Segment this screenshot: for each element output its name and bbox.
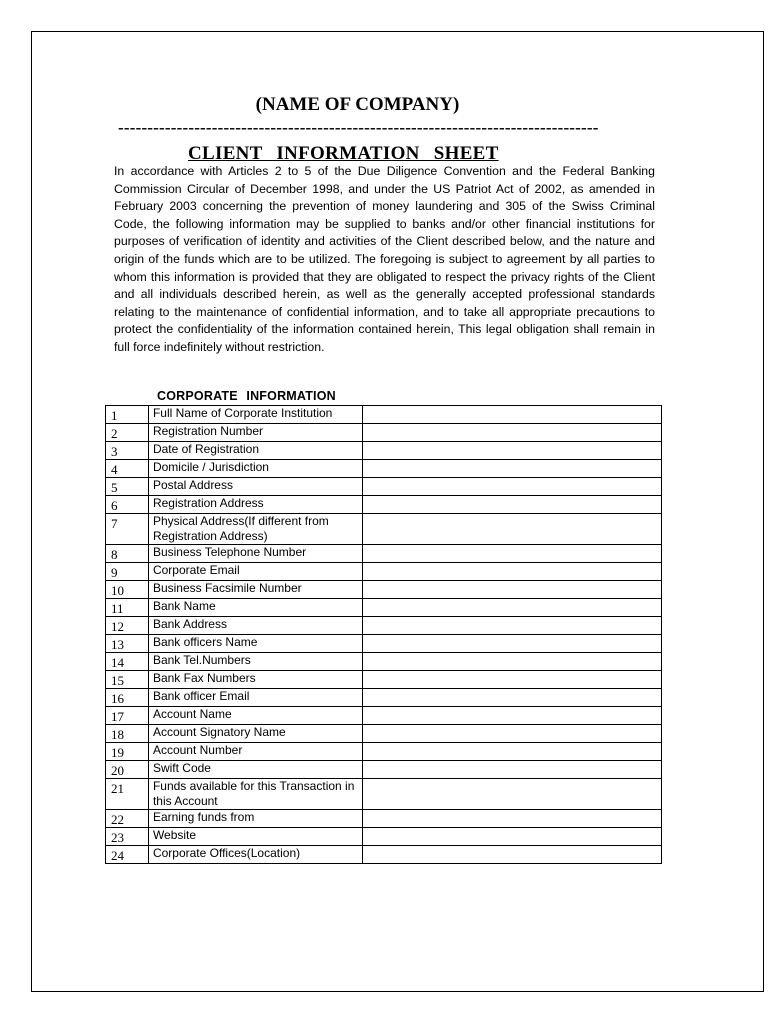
table-row (106, 653, 662, 671)
table-row (106, 563, 662, 581)
table-row (106, 810, 662, 828)
table-row (106, 545, 662, 563)
field-value-cell[interactable] (362, 514, 661, 545)
corporate-information-heading: CORPORATE INFORMATION (157, 389, 336, 403)
field-value-cell[interactable] (362, 478, 661, 496)
row-number: 8 (106, 545, 149, 563)
field-label: Corporate Email (148, 563, 362, 581)
field-label: Bank Address (148, 617, 362, 635)
field-value-cell[interactable] (362, 810, 661, 828)
table-row (106, 424, 662, 442)
row-number: 12 (106, 617, 149, 635)
field-label: Bank Fax Numbers (148, 671, 362, 689)
row-number: 13 (106, 635, 149, 653)
field-value-cell[interactable] (362, 846, 661, 864)
table-row (106, 635, 662, 653)
table-row (106, 617, 662, 635)
field-label: Date of Registration (148, 442, 362, 460)
field-value-cell[interactable] (362, 725, 661, 743)
row-number: 1 (106, 406, 149, 424)
row-number: 4 (106, 460, 149, 478)
row-number: 24 (106, 846, 149, 864)
row-number: 19 (106, 743, 149, 761)
field-value-cell[interactable] (362, 406, 661, 424)
row-number: 17 (106, 707, 149, 725)
row-number: 3 (106, 442, 149, 460)
field-value-cell[interactable] (362, 653, 661, 671)
company-name-heading: (NAME OF COMPANY) (255, 94, 460, 115)
table-row (106, 599, 662, 617)
field-label: Business Telephone Number (148, 545, 362, 563)
field-value-cell[interactable] (362, 635, 661, 653)
corporate-information-table (105, 405, 662, 864)
field-value-cell[interactable] (362, 779, 661, 810)
table-row (106, 689, 662, 707)
field-value-cell[interactable] (362, 828, 661, 846)
field-value-cell[interactable] (362, 617, 661, 635)
field-value-cell[interactable] (362, 743, 661, 761)
table-row (106, 514, 662, 545)
field-label: Bank officers Name (148, 635, 362, 653)
field-value-cell[interactable] (362, 671, 661, 689)
table-row (106, 442, 662, 460)
field-label: Account Signatory Name (148, 725, 362, 743)
table-row (106, 496, 662, 514)
row-number: 11 (106, 599, 149, 617)
field-value-cell[interactable] (362, 424, 661, 442)
table-row (106, 743, 662, 761)
row-number: 6 (106, 496, 149, 514)
table-row (106, 478, 662, 496)
field-label: Account Number (148, 743, 362, 761)
table-row (106, 671, 662, 689)
table-body (106, 406, 662, 864)
table-row (106, 846, 662, 864)
field-value-cell[interactable] (362, 599, 661, 617)
row-number: 14 (106, 653, 149, 671)
row-number: 7 (106, 514, 149, 545)
table-row (106, 828, 662, 846)
field-label: Corporate Offices(Location) (148, 846, 362, 864)
table-row (106, 707, 662, 725)
table-row (106, 779, 662, 810)
field-value-cell[interactable] (362, 442, 661, 460)
field-label: Postal Address (148, 478, 362, 496)
row-number: 5 (106, 478, 149, 496)
table-row (106, 725, 662, 743)
table-row (106, 581, 662, 599)
field-label: Registration Address (148, 496, 362, 514)
field-label: Domicile / Jurisdiction (148, 460, 362, 478)
row-number: 18 (106, 725, 149, 743)
table-row (106, 406, 662, 424)
field-label: Account Name (148, 707, 362, 725)
field-value-cell[interactable] (362, 563, 661, 581)
field-value-cell[interactable] (362, 761, 661, 779)
field-value-cell[interactable] (362, 707, 661, 725)
row-number: 23 (106, 828, 149, 846)
intro-paragraph: In accordance with Articles 2 to 5 of the Due Diligence Convention and the Federal Banking Commission Circular of December 1998, and under the US Patriot Act of 2002, as amended in February 2003 concerning the prevention of money laundering and 305 of the Swiss Criminal Code, the following information may be supplied to banks and/or other financial institutions for purposes of verification of identity and activities of the Client described below, and the nature and origin of the funds which are to be utilized. The foregoing is subject to agreement by all parties to whom this information is provided that they are obligated to respect the privacy rights of the Client and all individuals described herein, as well as the generally accepted professional standards relating to the maintenance of confidential information, and to take all appropriate precautions to protect the confidentiality of the information contained herein, This legal obligation shall remain in full force indefinitely without restriction. (114, 164, 655, 354)
row-number: 16 (106, 689, 149, 707)
field-label: Funds available for this Transaction in this Account (148, 779, 362, 810)
field-label: Bank Name (148, 599, 362, 617)
field-label: Swift Code (148, 761, 362, 779)
row-number: 21 (106, 779, 149, 810)
row-number: 22 (106, 810, 149, 828)
field-label: Full Name of Corporate Institution (148, 406, 362, 424)
field-label: Registration Number (148, 424, 362, 442)
field-label: Physical Address(If different from Registration Address) (148, 514, 362, 545)
field-label: Bank Tel.Numbers (148, 653, 362, 671)
field-value-cell[interactable] (362, 689, 661, 707)
field-label: Bank officer Email (148, 689, 362, 707)
field-value-cell[interactable] (362, 496, 661, 514)
field-value-cell[interactable] (362, 460, 661, 478)
table-row (106, 460, 662, 478)
field-value-cell[interactable] (362, 545, 661, 563)
row-number: 2 (106, 424, 149, 442)
sheet-title: CLIENT INFORMATION SHEET (188, 143, 499, 164)
separator-line: ---------------------------------------------------------------------------------- (118, 118, 599, 137)
field-label: Business Facsimile Number (148, 581, 362, 599)
row-number: 9 (106, 563, 149, 581)
row-number: 10 (106, 581, 149, 599)
field-label: Website (148, 828, 362, 846)
row-number: 20 (106, 761, 149, 779)
table-row (106, 761, 662, 779)
field-value-cell[interactable] (362, 581, 661, 599)
row-number: 15 (106, 671, 149, 689)
field-label: Earning funds from (148, 810, 362, 828)
